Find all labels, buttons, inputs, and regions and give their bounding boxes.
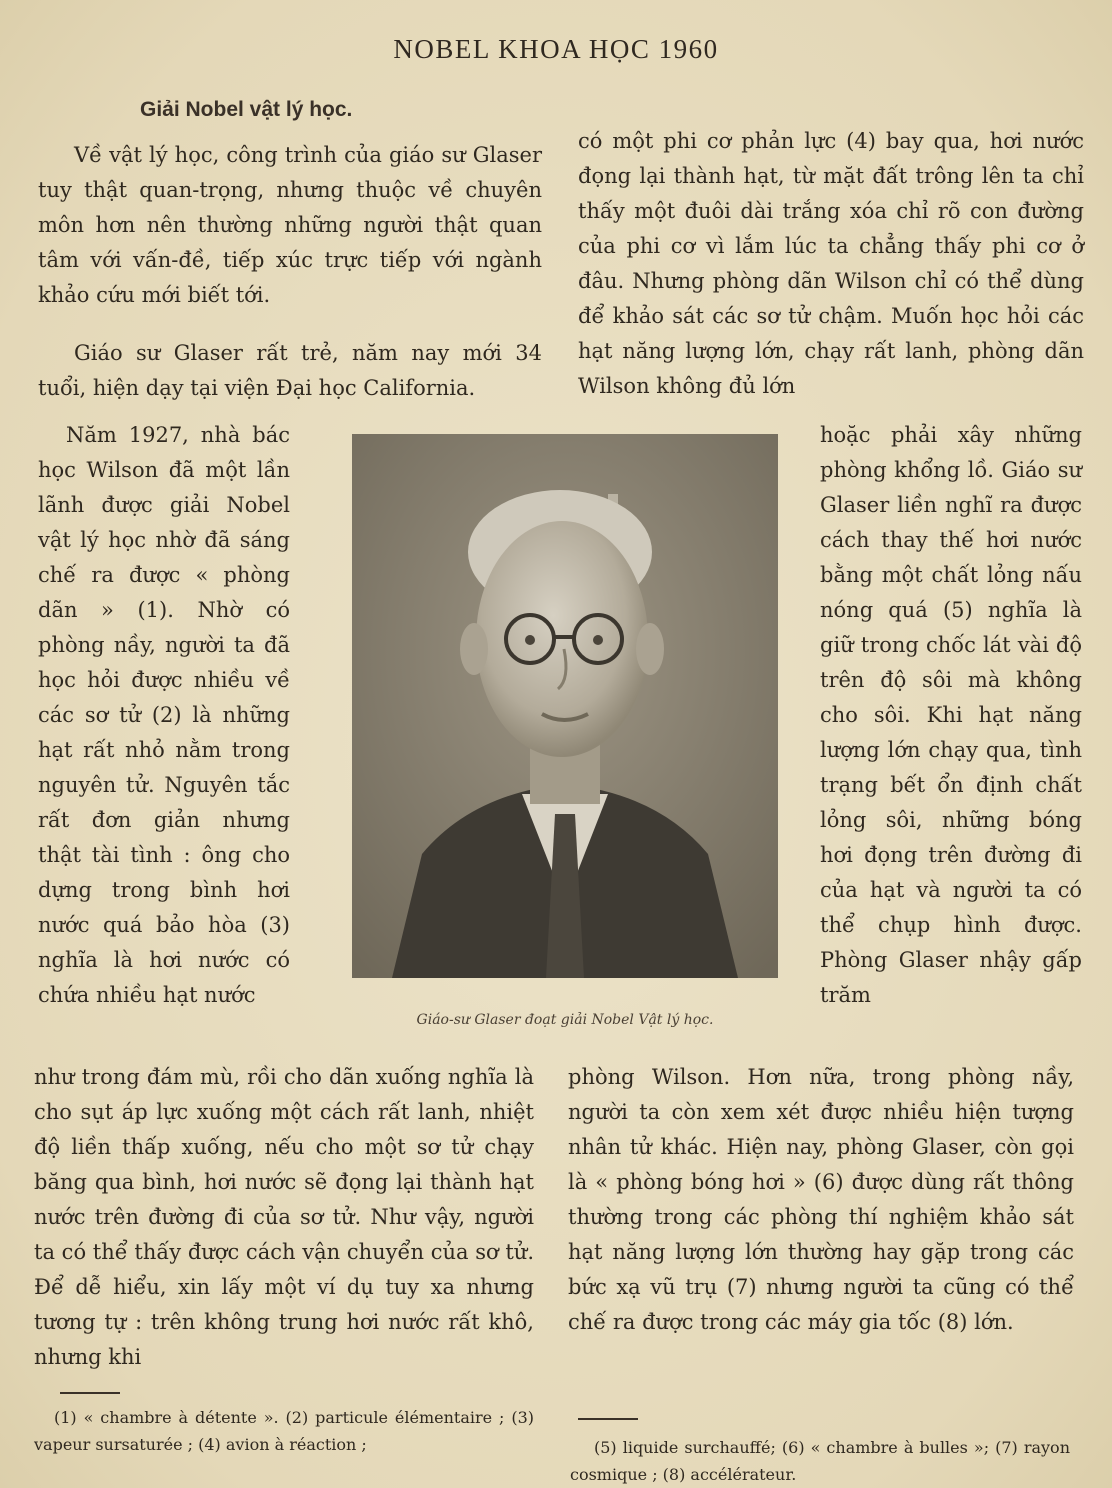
paragraph-jet-trail: có một phi cơ phản lực (4) bay qua, hơi nước đọng lại thành hạt, từ mặt đất trông lên ta chỉ thấy một đuôi dài trắng xóa chỉ rõ con đường của phi cơ vì lắm lúc ta chẳng thấy phi cơ ở đâu. Nhưng phòng dãn Wilson chỉ có thể dùng để khảo sát các sơ tử chậm. Muốn học hỏi các hạt năng lượng lớn, chạy rất lanh, phòng dãn Wilson không đủ lớn [578,129,1084,398]
page-header: NOBEL KHOA HỌC 1960 [393,34,719,64]
footnotes-left: (1) « chambre à détente ». (2) particule élémentaire ; (3) vapeur sursaturée ; (4) avion à réaction ; [34,1408,534,1454]
footnotes-right: (5) liquide surchauffé; (6) « chambre à bulles »; (7) rayon cosmique ; (8) accélérateur. [570,1438,1070,1484]
paragraph-cloud-chamber: như trong đám mù, rồi cho dãn xuống nghĩa là cho sụt áp lực xuống một cách rất lanh, nhiệt độ liền thấp xuống, nếu cho một sơ tử chạy băng qua bình, hơi nước sẽ đọng lại thành hạt nước trên đường đi của sơ tử. Như vậy, người ta có thể thấy được cách vận chuyển của sơ tử. Để dễ hiểu, xin lấy một ví dụ tuy xa nhưng tương tự : trên không trung hơi nước rất khô, nhưng khi [34,1065,534,1369]
footnote-rule-right [578,1418,638,1420]
paragraph-intro: Về vật lý học, công trình của giáo sư Glaser tuy thật quan-trọng, nhưng thuộc về chuyên môn hơn nên thường những người thật quan tâm với vấn-đề, tiếp xúc trực tiếp với ngành khảo cứu mới biết tới. [38,143,542,307]
paragraph-glaser-age: Giáo sư Glaser rất trẻ, năm nay mới 34 tuổi, hiện dạy tại viện Đại học California. [38,341,542,400]
photo-caption: Giáo-sư Glaser đoạt giải Nobel Vật lý học. [416,1012,714,1028]
paragraph-bubble-chamber: phòng Wilson. Hơn nữa, trong phòng nầy, người ta còn xem xét được nhiều hiện tượng nhân tử khác. Hiện nay, phòng Glaser, còn gọi là « phòng bóng hơi » (6) được dùng rất thông thường trong các phòng thí nghiệm khảo sát hạt năng lượng lớn thường hay gặp trong các bức xạ vũ trụ (7) nhưng người ta cũng có thể chế ra được trong các máy gia tốc (8) lớn. [568,1065,1074,1334]
footnote-rule-left [60,1392,120,1394]
portrait-illustration [352,434,778,978]
section-title: Giải Nobel vật lý học. [140,98,353,121]
paragraph-wilson: Năm 1927, nhà bác học Wilson đã một lần lãnh được giải Nobel vật lý học nhờ đã sáng chế ra được « phòng dãn » (1). Nhờ có phòng nầy, người ta đã học hỏi được nhiều về các sơ tử (2) là những hạt rất nhỏ nằm trong nguyên tử. Nguyên tắc rất đơn giản nhưng thật tài tình : ông cho dựng trong bình hơi nước quá bảo hòa (3) nghĩa là hơi nước có chứa nhiều hạt nước [38,423,290,1007]
portrait-photo [352,434,778,978]
paragraph-glaser-chamber: hoặc phải xây những phòng khổng lồ. Giáo sư Glaser liền nghĩ ra được cách thay thế hơi nước bằng một chất lỏng nấu nóng quá (5) nghĩa là giữ trong chốc lát vài độ trên độ sôi mà không cho sôi. Khi hạt năng lượng lớn chạy qua, tình trạng bết ổn định chất lỏng sôi, những bóng hơi đọng trên đường đi của hạt và người ta có thể chụp hình được. Phòng Glaser nhậy gấp trăm [820,423,1082,1007]
